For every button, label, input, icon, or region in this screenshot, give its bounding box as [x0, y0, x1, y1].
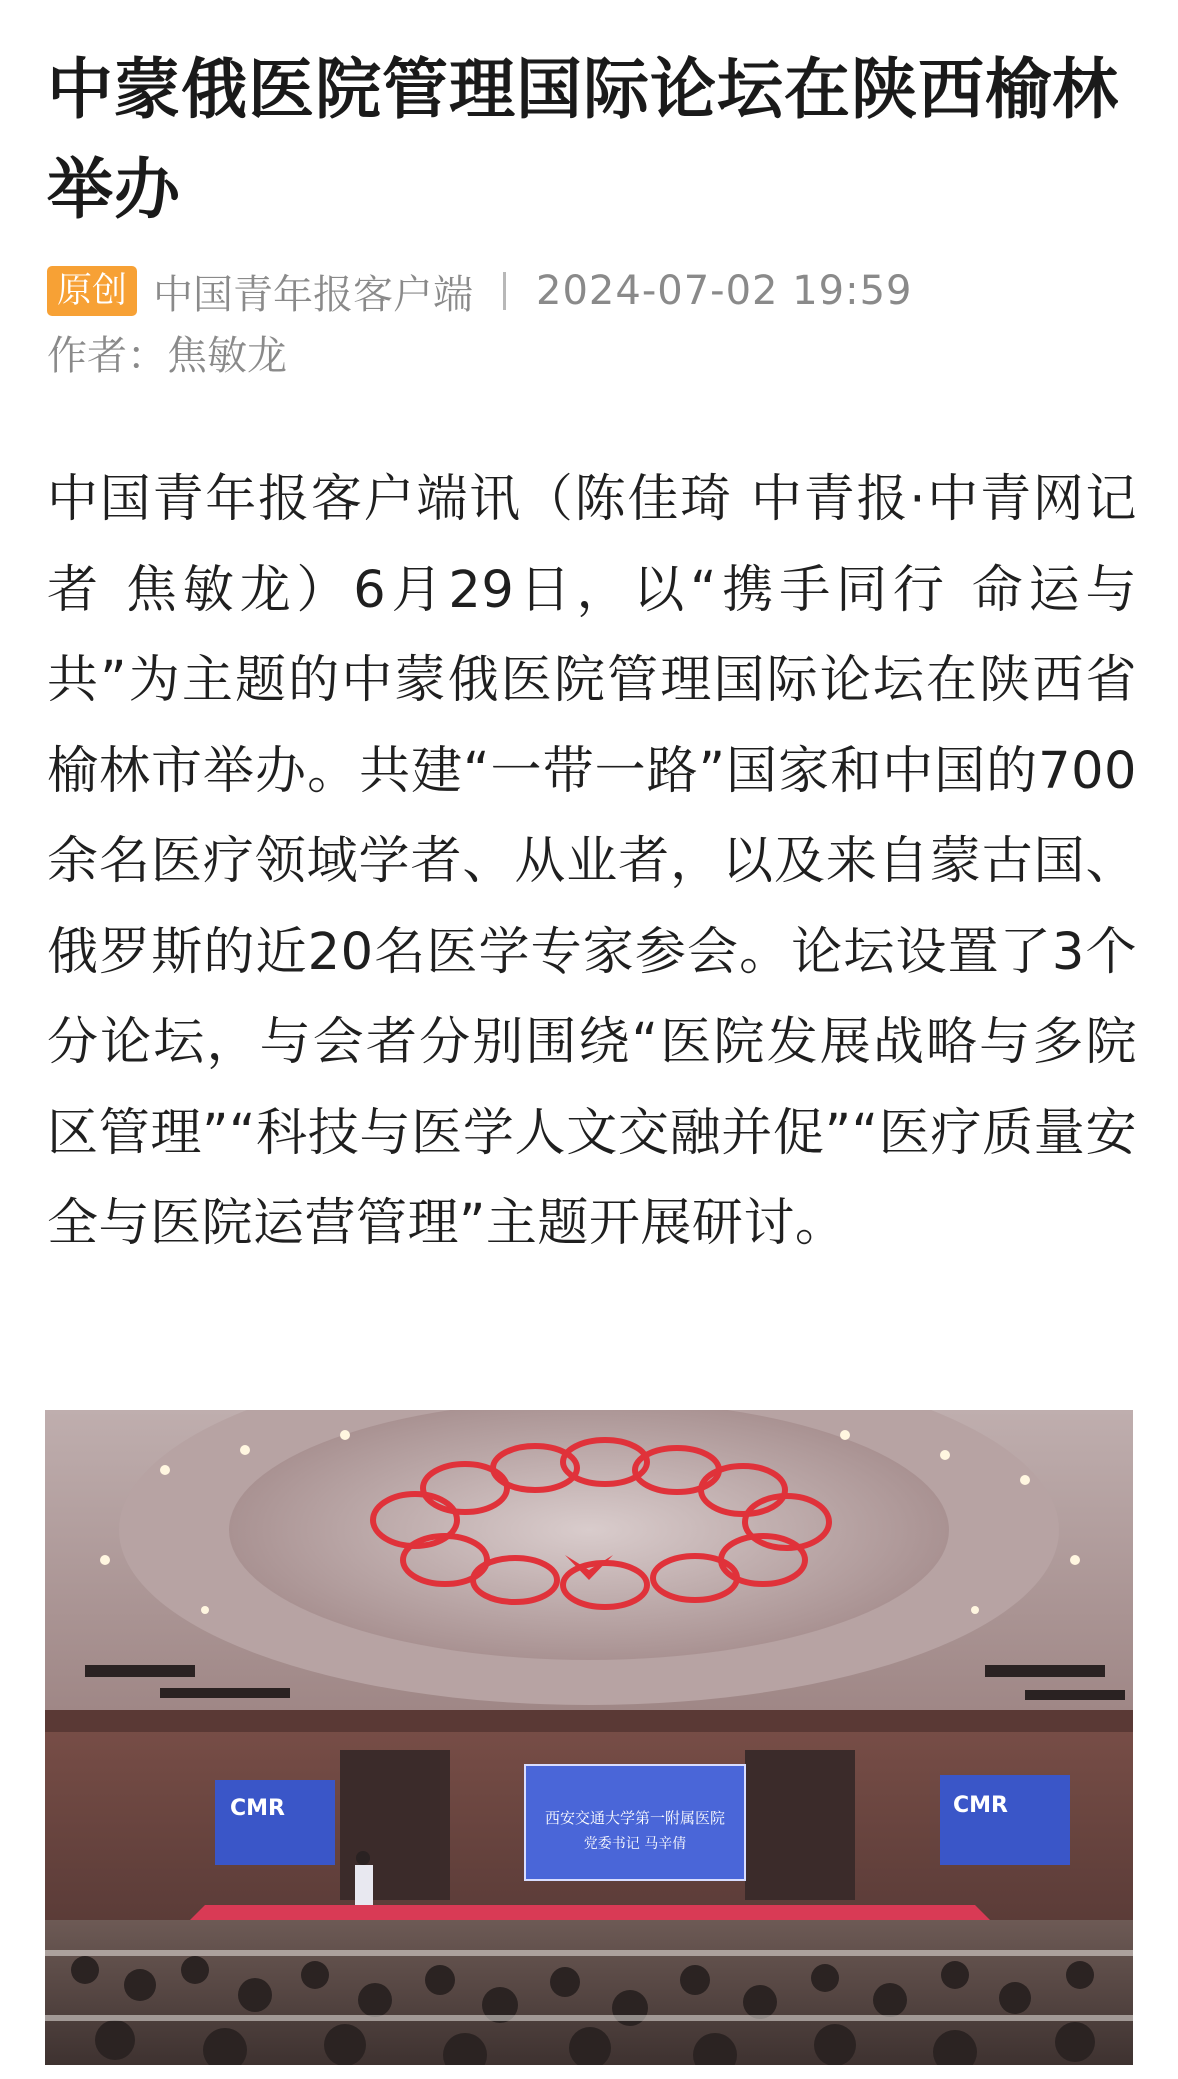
author-line	[47, 330, 287, 382]
center-screen	[525, 1765, 745, 1880]
meta-divider	[503, 272, 506, 310]
right-side-screen	[940, 1775, 1070, 1865]
center-screen-line2: 党委书记 马辛倩	[583, 1836, 687, 1852]
original-badge: 原创	[47, 266, 137, 316]
source-name[interactable]: 中国青年报客户端	[153, 271, 474, 318]
author-name: 焦敏龙	[167, 333, 287, 379]
ceiling-dome	[229, 1410, 949, 1660]
forum-photo[interactable]	[45, 1410, 1133, 2065]
left-side-screen	[215, 1780, 335, 1865]
article-body: 中国青年报客户端讯（陈佳琦 中青报·中青网记者 焦敏龙）6月29日，以“携手同行 命运与共”为主题的中蒙俄医院管理国际论坛在陕西省榆林市举办。共建“一带一路”国家和中国的700余名医疗领域学者、从业者，以及来自蒙古国、俄罗斯的近20名医学专家参会。论坛设置了3个分论坛，与会者分别围绕“医院发展战略与多院区管理”“科技与医学人文交融并促”“医疗质量安全与医院运营管理”主题开展研讨。	[47, 470, 1137, 1253]
forum-hall-image	[45, 1410, 1133, 2065]
right-screen-logo: CMR	[953, 1793, 1008, 1818]
publish-datetime: 2024-07-02 19:59	[536, 268, 913, 314]
podium	[355, 1865, 373, 1905]
left-screen-logo: CMR	[230, 1796, 285, 1821]
author-label: 作者：	[47, 333, 167, 379]
article-meta	[47, 265, 912, 317]
center-screen-line1: 西安交通大学第一附属医院	[544, 1809, 726, 1827]
article-title: 中蒙俄医院管理国际论坛在陕西榆林举办	[47, 51, 1119, 228]
